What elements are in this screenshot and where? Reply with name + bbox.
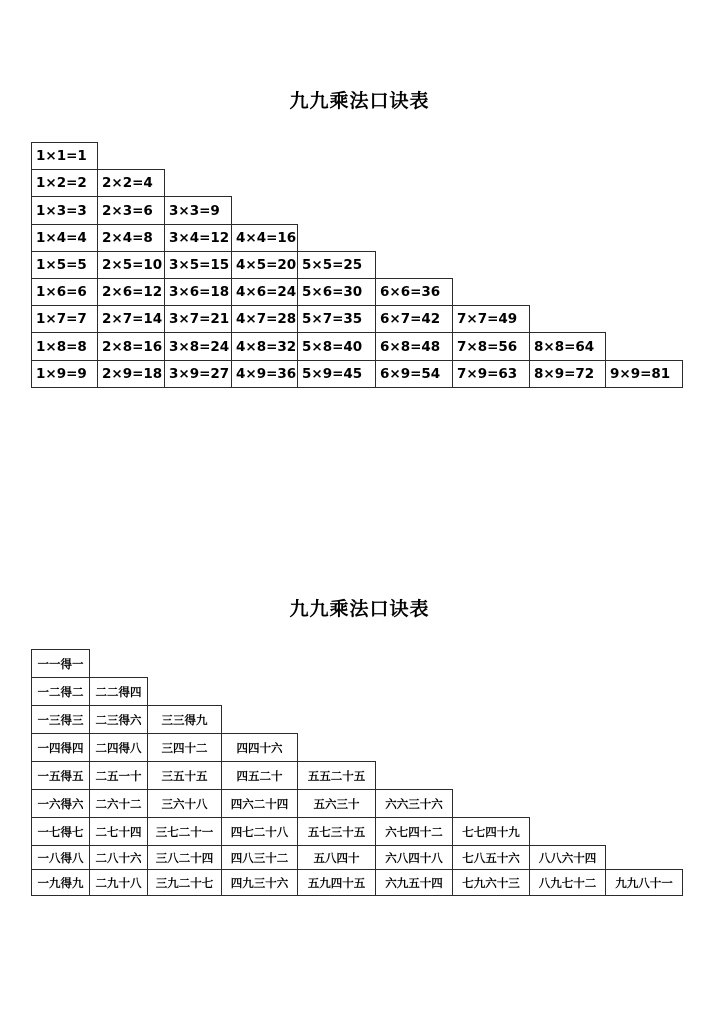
- table-cell: 7×7=49: [452, 305, 530, 333]
- table-cell: 1×6=6: [31, 278, 98, 306]
- table-cell: 3×9=27: [164, 360, 232, 388]
- table-cell: 1×5=5: [31, 251, 98, 279]
- table-cell: 五五二十五: [297, 761, 376, 790]
- table-cell: 四九三十六: [221, 869, 298, 896]
- table-cell: 四七二十八: [221, 817, 298, 846]
- table-cell: 三三得九: [147, 705, 222, 734]
- table-cell: 二六十二: [89, 789, 148, 818]
- table-cell: 2×7=14: [97, 305, 165, 333]
- table-cell: 5×6=30: [297, 278, 376, 306]
- table-cell: 7×8=56: [452, 332, 530, 361]
- table-cell: 一六得六: [31, 789, 90, 818]
- table-cell: 1×2=2: [31, 169, 98, 197]
- table-cell: 八九七十二: [529, 869, 606, 896]
- table-cell: 4×6=24: [231, 278, 298, 306]
- table-cell: 6×9=54: [375, 360, 453, 388]
- page-title-table1: 九九乘法口诀表: [289, 90, 430, 112]
- table-cell: 九九八十一: [605, 869, 683, 896]
- table-cell: 二五一十: [89, 761, 148, 790]
- table-cell: 一五得五: [31, 761, 90, 790]
- table-cell: 三八二十四: [147, 845, 222, 870]
- table-cell: 六九五十四: [375, 869, 453, 896]
- table-cell: 3×4=12: [164, 224, 232, 252]
- table-cell: 1×1=1: [31, 142, 98, 170]
- table-cell: 5×7=35: [297, 305, 376, 333]
- table-cell: 六八四十八: [375, 845, 453, 870]
- table-cell: 三九二十七: [147, 869, 222, 896]
- table-cell: 5×8=40: [297, 332, 376, 361]
- table-cell: 二三得六: [89, 705, 148, 734]
- table-cell: 9×9=81: [605, 360, 683, 388]
- table-cell: 2×6=12: [97, 278, 165, 306]
- table-cell: 3×5=15: [164, 251, 232, 279]
- table-cell: 三五十五: [147, 761, 222, 790]
- table-cell: 七八五十六: [452, 845, 530, 870]
- table-cell: 二八十六: [89, 845, 148, 870]
- table-cell: 二四得八: [89, 733, 148, 762]
- table-cell: 6×8=48: [375, 332, 453, 361]
- table-cell: 五九四十五: [297, 869, 376, 896]
- table-cell: 4×8=32: [231, 332, 298, 361]
- table-cell: 一七得七: [31, 817, 90, 846]
- table-cell: 三六十八: [147, 789, 222, 818]
- table-cell: 6×7=42: [375, 305, 453, 333]
- table-cell: 八八六十四: [529, 845, 606, 870]
- table-cell: 七九六十三: [452, 869, 530, 896]
- table-cell: 1×4=4: [31, 224, 98, 252]
- table-cell: 1×7=7: [31, 305, 98, 333]
- table-cell: 2×2=4: [97, 169, 165, 197]
- table-cell: 3×7=21: [164, 305, 232, 333]
- table-cell: 三四十二: [147, 733, 222, 762]
- table-cell: 一九得九: [31, 869, 90, 896]
- table-cell: 一二得二: [31, 677, 90, 706]
- table-cell: 六七四十二: [375, 817, 453, 846]
- table-cell: 2×9=18: [97, 360, 165, 388]
- table-cell: 一四得四: [31, 733, 90, 762]
- table-cell: 二二得四: [89, 677, 148, 706]
- table-cell: 二七十四: [89, 817, 148, 846]
- table-cell: 五六三十: [297, 789, 376, 818]
- table-cell: 4×4=16: [231, 224, 298, 252]
- table-cell: 1×8=8: [31, 332, 98, 361]
- table-cell: 2×4=8: [97, 224, 165, 252]
- table-cell: 六六三十六: [375, 789, 453, 818]
- table-cell: 8×8=64: [529, 332, 606, 361]
- table-cell: 四六二十四: [221, 789, 298, 818]
- table-cell: 一三得三: [31, 705, 90, 734]
- page-title-table2: 九九乘法口诀表: [289, 598, 430, 620]
- table-cell: 8×9=72: [529, 360, 606, 388]
- table-cell: 四五二十: [221, 761, 298, 790]
- table-cell: 5×5=25: [297, 251, 376, 279]
- table-cell: 3×3=9: [164, 196, 232, 225]
- table-cell: 3×8=24: [164, 332, 232, 361]
- table-cell: 一一得一: [31, 649, 90, 678]
- table-cell: 1×9=9: [31, 360, 98, 388]
- table-cell: 7×9=63: [452, 360, 530, 388]
- table-cell: 二九十八: [89, 869, 148, 896]
- table-cell: 3×6=18: [164, 278, 232, 306]
- table-cell: 七七四十九: [452, 817, 530, 846]
- table-cell: 2×5=10: [97, 251, 165, 279]
- table-cell: 6×6=36: [375, 278, 453, 306]
- table-cell: 四四十六: [221, 733, 298, 762]
- table-cell: 2×8=16: [97, 332, 165, 361]
- table-cell: 五八四十: [297, 845, 376, 870]
- table-cell: 4×7=28: [231, 305, 298, 333]
- table-cell: 四八三十二: [221, 845, 298, 870]
- table-cell: 2×3=6: [97, 196, 165, 225]
- table-cell: 5×9=45: [297, 360, 376, 388]
- table-cell: 4×9=36: [231, 360, 298, 388]
- table-cell: 一八得八: [31, 845, 90, 870]
- table-cell: 五七三十五: [297, 817, 376, 846]
- table-cell: 4×5=20: [231, 251, 298, 279]
- table-cell: 三七二十一: [147, 817, 222, 846]
- table-cell: 1×3=3: [31, 196, 98, 225]
